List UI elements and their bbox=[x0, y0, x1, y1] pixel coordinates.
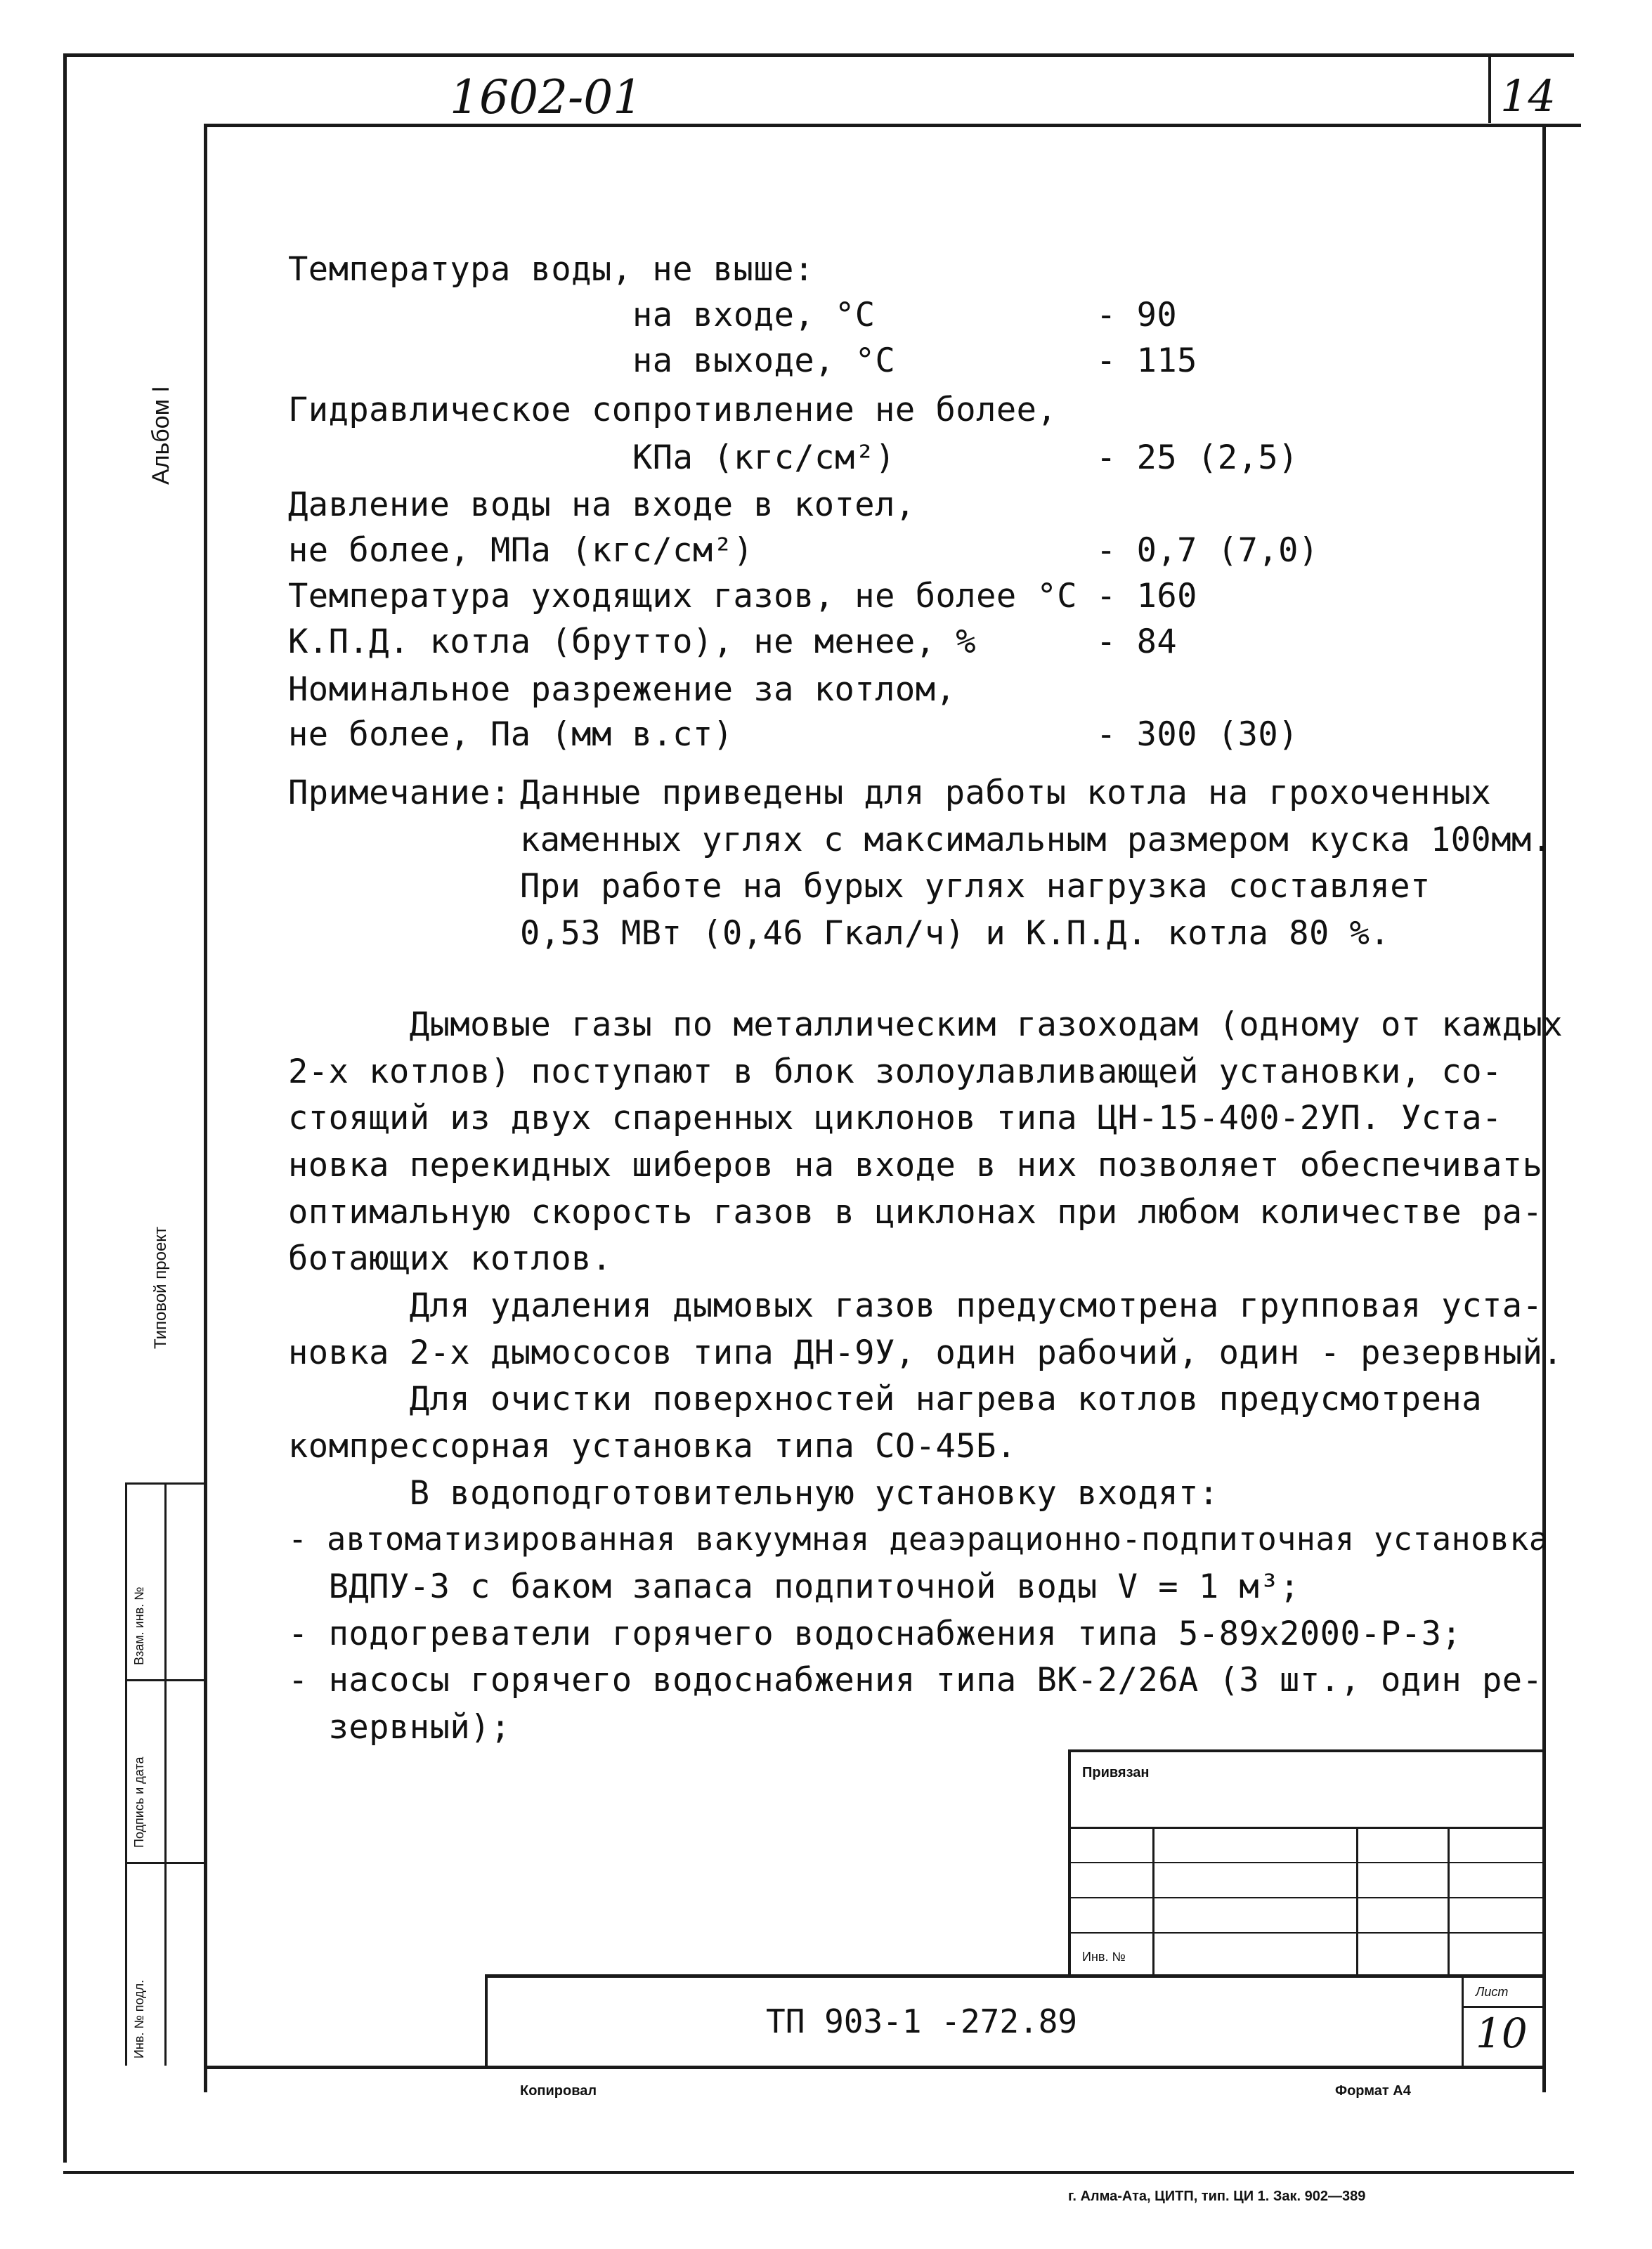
spec-row-value: - 25 (2,5) bbox=[1096, 438, 1299, 477]
body-line: - автоматизированная вакуумная деаэрационно-подпиточная установка bbox=[288, 1520, 1549, 1558]
page-number: 14 bbox=[1500, 70, 1556, 122]
spec-row-label: не более, МПа (кгс/см²) bbox=[288, 531, 754, 570]
inner-frame-bottom bbox=[204, 2066, 1546, 2069]
body-line: ВДПУ-3 с баком запаса подпиточной воды V = 1 м³; bbox=[288, 1567, 1300, 1606]
body-line: новка 2-х дымососов типа ДН-9У, один рабочий, один - резервный. bbox=[288, 1334, 1563, 1372]
spec-row-label: Температура воды, не выше: bbox=[288, 250, 814, 289]
sheet-label: Лист bbox=[1476, 1985, 1509, 1999]
stamp-inv-label: Инв. № подл. bbox=[132, 1979, 146, 2059]
spec-row-value: - 84 bbox=[1096, 622, 1178, 661]
spec-row-label: Давление воды на входе в котел, bbox=[288, 485, 916, 524]
spec-row-value: - 300 (30) bbox=[1096, 715, 1299, 754]
spec-row-label: К.П.Д. котла (брутто), не менее, % bbox=[288, 622, 977, 661]
body-line: В водоподготовительную установку входят: bbox=[288, 1474, 1219, 1513]
inner-frame-left bbox=[204, 125, 207, 2092]
album-label: Альбом I bbox=[148, 386, 174, 485]
footer-imprint: г. Алма-Ата, ЦИТП, тип. ЦИ 1. Зак. 902—389 bbox=[1068, 2189, 1366, 2204]
spec-row-label: Номинальное разрежение за котлом, bbox=[288, 670, 956, 709]
copied-label: Копировал bbox=[520, 2083, 597, 2099]
spec-row-label: Гидравлическое сопротивление не более, bbox=[288, 391, 1058, 429]
approved-label: Привязан bbox=[1082, 1765, 1150, 1780]
header-separator bbox=[1488, 56, 1491, 123]
spec-row-value: - 115 bbox=[1096, 341, 1197, 380]
approval-block bbox=[1068, 1749, 1542, 1974]
body-line: Для удаления дымовых газов предусмотрена групповая уста- bbox=[288, 1286, 1543, 1325]
note-line: При работе на бурых углях нагрузка составляет bbox=[520, 867, 1431, 906]
spec-row-label: на выходе, °С bbox=[632, 341, 896, 380]
note-line: каменных углях с максимальным размером куска 100мм. bbox=[520, 821, 1552, 859]
title-block bbox=[485, 1974, 1542, 2066]
body-line: - насосы горячего водоснабжения типа ВК-2/26А (3 шт., один ре- bbox=[288, 1661, 1543, 1700]
document-number: ТП 903-1 -272.89 bbox=[766, 2002, 1078, 2040]
body-line: стоящий из двух спаренных циклонов типа ЦН-15-400-2УП. Уста- bbox=[288, 1099, 1502, 1137]
outer-frame-bottom bbox=[63, 2171, 1574, 2174]
body-line: зервный); bbox=[288, 1708, 511, 1747]
stamp-replace-label: Взам. инв. № bbox=[132, 1586, 146, 1665]
body-line: - подогреватели горячего водоснабжения типа 5-89х2000-Р-3; bbox=[288, 1615, 1462, 1653]
inner-frame-right bbox=[1542, 125, 1546, 2092]
spec-row-label: КПа (кгс/см²) bbox=[632, 438, 896, 477]
body-line: новка перекидных шиберов на входе в них позволяет обеспечивать bbox=[288, 1146, 1543, 1185]
project-type-label: Типовой проект bbox=[151, 1226, 170, 1349]
sheet-number: 10 bbox=[1476, 2009, 1528, 2057]
stamp-signature-label: Подпись и дата bbox=[132, 1756, 146, 1848]
inner-frame-top bbox=[204, 124, 1581, 127]
body-line: компрессорная установка типа СО-45Б. bbox=[288, 1427, 1017, 1466]
format-label: Формат А4 bbox=[1335, 2083, 1411, 2099]
body-line: Дымовые газы по металлическим газоходам (одному от каждых bbox=[288, 1005, 1563, 1044]
body-line: ботающих котлов. bbox=[288, 1239, 612, 1278]
spec-row-label: на входе, °С bbox=[632, 296, 876, 334]
body-line: Для очистки поверхностей нагрева котлов предусмотрена bbox=[288, 1380, 1482, 1419]
note-line: Данные приведены для работы котла на грохоченных bbox=[520, 774, 1492, 812]
spec-row-value: - 160 bbox=[1096, 577, 1197, 615]
body-line: 2-х котлов) поступают в блок золоулавливающей установки, со- bbox=[288, 1052, 1502, 1091]
spec-row-value: - 90 bbox=[1096, 296, 1178, 334]
margin-stamp bbox=[125, 1482, 204, 2066]
spec-row-label: Температура уходящих газов, не более °С bbox=[288, 577, 1078, 615]
note-label: Примечание: bbox=[288, 774, 511, 812]
note-line: 0,53 МВт (0,46 Гкал/ч) и К.П.Д. котла 80 %. bbox=[520, 914, 1391, 953]
outer-frame-top bbox=[63, 53, 1574, 57]
outer-frame-left bbox=[63, 55, 67, 2163]
doc-code: 1602-01 bbox=[450, 70, 643, 124]
body-line: оптимальную скорость газов в циклонах при любом количестве ра- bbox=[288, 1193, 1543, 1232]
inv-label: Инв. № bbox=[1082, 1950, 1126, 1964]
spec-row-value: - 0,7 (7,0) bbox=[1096, 531, 1319, 570]
spec-row-label: не более, Па (мм в.ст) bbox=[288, 715, 734, 754]
